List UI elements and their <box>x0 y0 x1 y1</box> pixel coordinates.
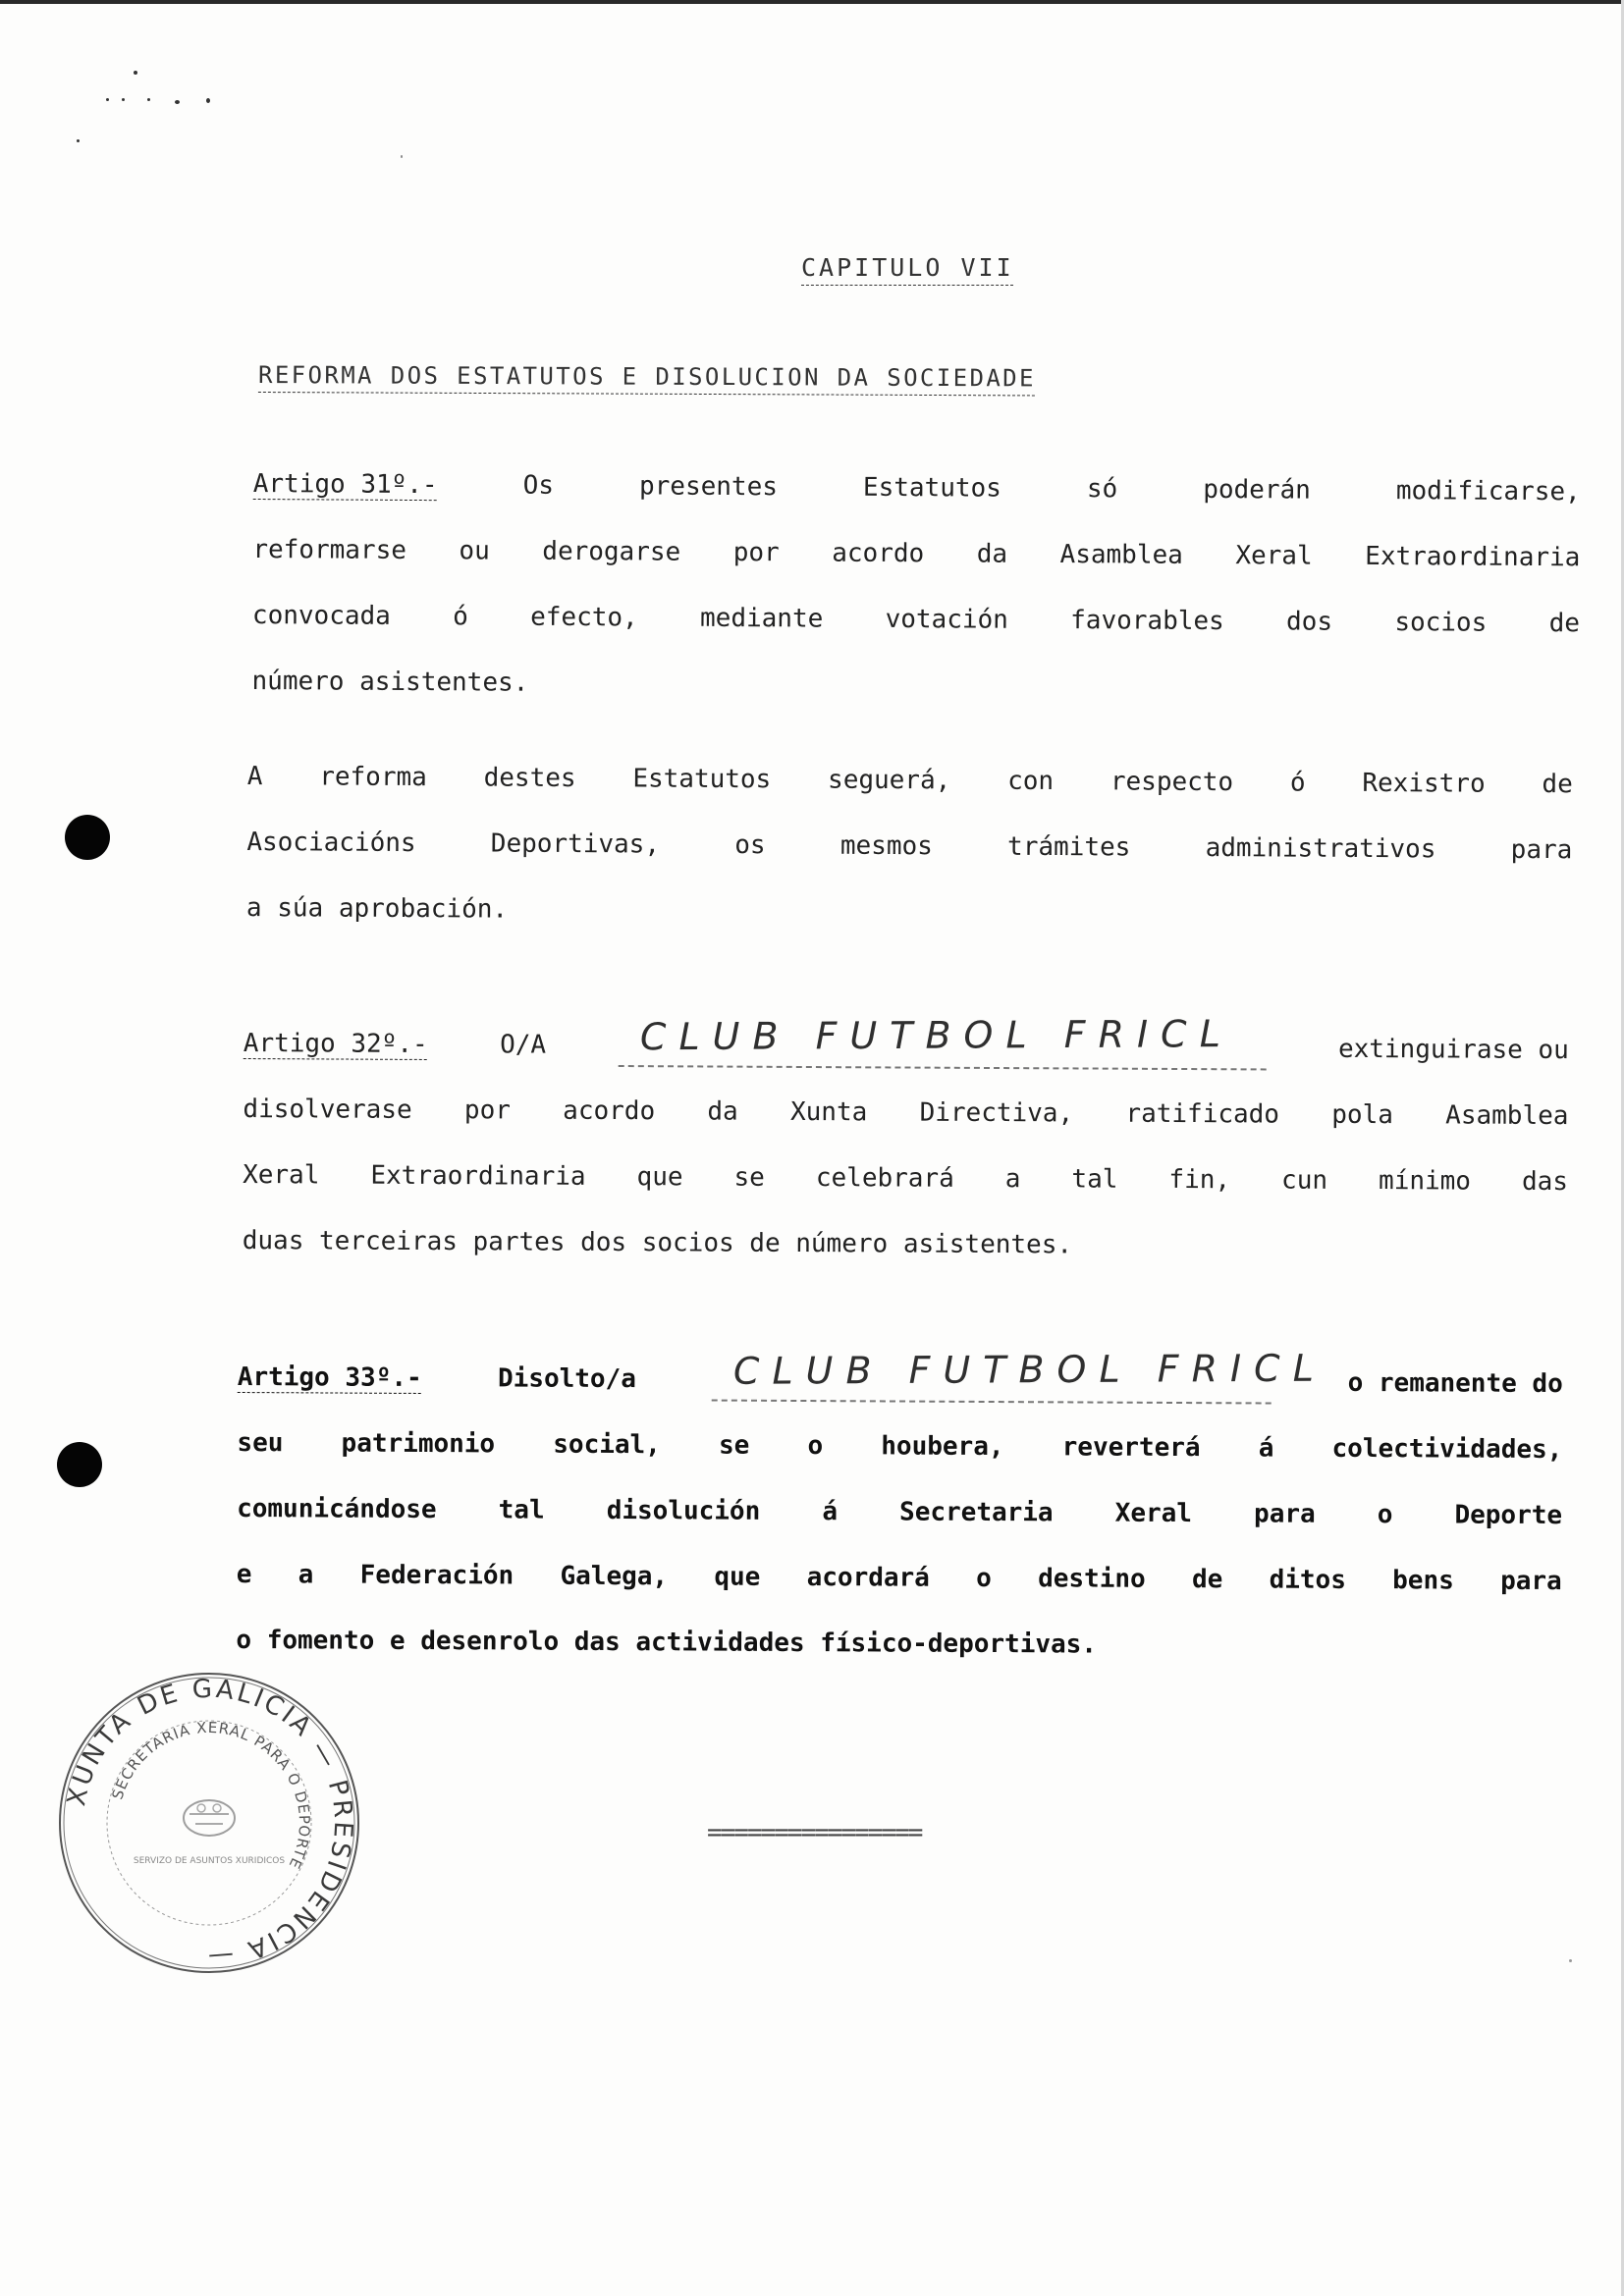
article-31-paragraph-2: A reforma destes Estatutos seguerá, con respecto ó Rexistro de Asociacións Deportivas, os mesmos trámites administrativos para a súa aprobación. <box>245 761 1573 925</box>
stamp-emblem-icon <box>184 1800 235 1836</box>
punch-hole-top <box>65 815 110 860</box>
punch-hole-bottom <box>57 1442 102 1487</box>
chapter-number: CAPITULO VII <box>801 253 1014 282</box>
article-31-label: Artigo 31º.- <box>252 468 438 501</box>
stamp-outer-text: XUNTA DE GALICIA — PRESIDENCIA — <box>62 1674 358 1972</box>
closing-rule: ================ <box>707 1818 922 1847</box>
article-33-suffix: o remanente do <box>1347 1367 1563 1400</box>
official-stamp <box>57 1671 361 1975</box>
article-32-prefix: O/A <box>500 1030 547 1060</box>
chapter-heading: REFORMA DOS ESTATUTOS E DISOLUCION DA SOCIEDADE <box>257 361 1036 393</box>
article-31-paragraph-1: Artigo 31º.- Os presentes Estatutos só poderán modificarse, reformarse ou derogarse por acordo da Asamblea Xeral Extraordinaria convocada ó efecto, mediante votación favorables dos socios de número asistentes. <box>251 452 1581 722</box>
article-33-name-field <box>712 1346 1327 1416</box>
article-32-paragraph: Artigo 32º.- O/A CLUB FUTBOL FRICL extinguirase ou disolverase por acordo da Xunta Directiva, ratificado pola Asamblea Xeral Extraordinaria que se celebrará a tal fin, cun mínimo das duas terceiras partes dos socios de número asistentes. <box>243 1011 1569 1281</box>
svg-text:SECRETARIA XERAL PARA O DEPORT <box>108 1719 313 1872</box>
scan-top-edge <box>0 0 1624 4</box>
article-33-paragraph: Artigo 33º.- Disolto/a CLUB FUTBOL FRICL o remanente do seu patrimonio social, se o houbera, reverterá á colectividades, comunicándose tal disolución á Secretaria Xeral para o Deporte e a Federación Galega, que acordará o destino de ditos bens para o fomento e desenrolo das actividades físico-deportivas. <box>236 1345 1563 1681</box>
stamp-center-text: SERVIZO DE ASUNTOS XURIDICOS <box>133 1856 286 1866</box>
stamp-inner-text: SECRETARIA XERAL PARA O DEPORTE <box>108 1718 314 1873</box>
article-32-handwritten-name: CLUB FUTBOL FRICL <box>639 1012 1233 1059</box>
article-32-suffix: extinguirase ou <box>1337 1034 1569 1066</box>
article-33-label: Artigo 33º.- <box>237 1362 422 1393</box>
article-33-prefix: Disolto/a <box>497 1363 636 1395</box>
article-32-label: Artigo 32º.- <box>243 1028 428 1059</box>
stamp-graphic <box>57 1671 361 1975</box>
article-33-handwritten-name: CLUB FUTBOL FRICL <box>733 1346 1327 1393</box>
article-32-name-field <box>618 1013 1266 1082</box>
